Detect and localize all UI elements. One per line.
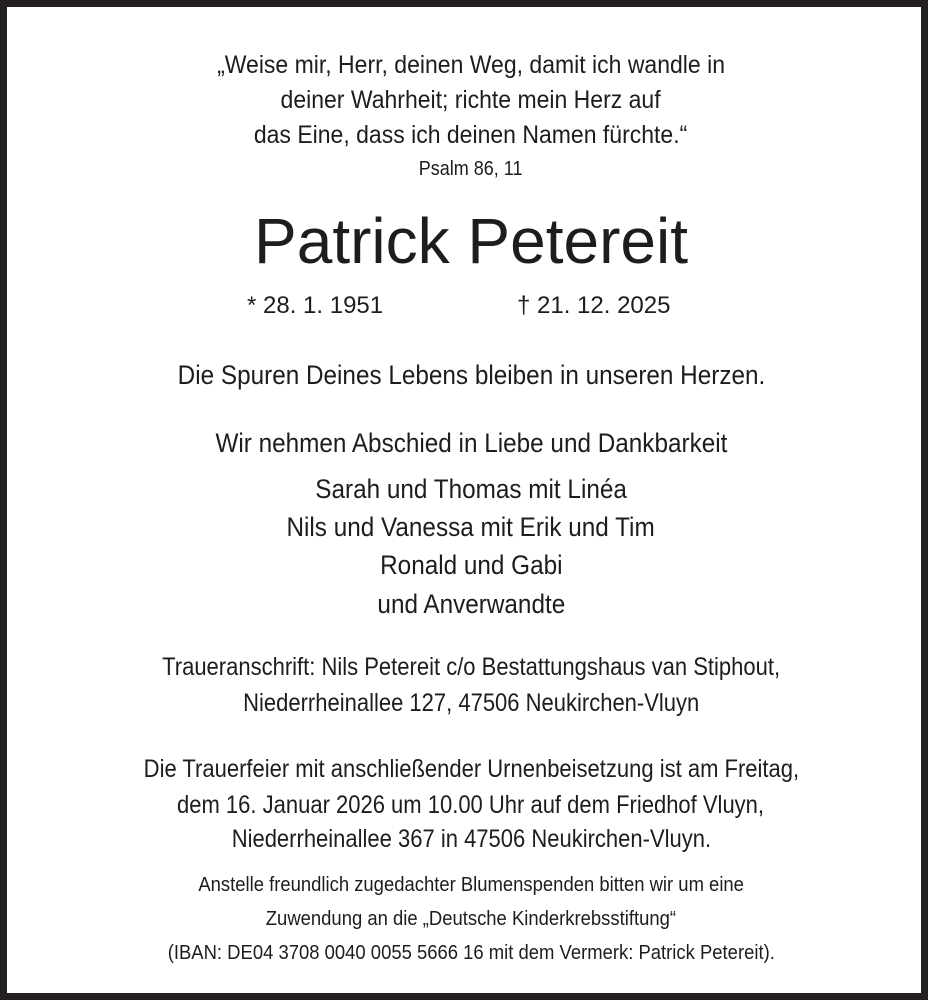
farewell-line: Wir nehmen Abschied in Liebe und Dankbarkeit bbox=[215, 428, 727, 458]
quote-line-1: „Weise mir, Herr, deinen Weg, damit ich wandle in bbox=[217, 51, 725, 79]
donation-line-2: Zuwendung an die „Deutsche Kinderkrebsstiftung“ bbox=[265, 907, 677, 930]
deceased-name: Patrick Petereit bbox=[254, 205, 688, 277]
ceremony-line-1: Die Trauerfeier mit anschließender Urnenbeisetzung ist am Freitag, bbox=[143, 755, 799, 783]
quote-source: Psalm 86, 11 bbox=[419, 158, 523, 180]
address-line-1: Traueranschrift: Nils Petereit c/o Bestattungshaus van Stiphout, bbox=[162, 653, 780, 681]
donation-line-3: (IBAN: DE04 3708 0040 0055 5666 16 mit dem Vermerk: Patrick Petereit). bbox=[167, 941, 775, 964]
ceremony-line-2: dem 16. Januar 2026 um 10.00 Uhr auf dem Friedhof Vluyn, bbox=[177, 791, 765, 819]
quote-line-2: deiner Wahrheit; richte mein Herz auf bbox=[280, 86, 662, 114]
donation-line-1: Anstelle freundlich zugedachter Blumenspenden bitten wir um eine bbox=[198, 873, 744, 896]
address-line-2: Niederrheinallee 127, 47506 Neukirchen-Vluyn bbox=[242, 689, 700, 717]
quote-line-3: das Eine, dass ich deinen Namen fürchte.“ bbox=[254, 121, 688, 149]
family-line-4: und Anverwandte bbox=[377, 589, 565, 619]
death-date: † 21. 12. 2025 bbox=[517, 292, 671, 319]
family-line-1: Sarah und Thomas mit Linéa bbox=[315, 474, 627, 504]
ceremony-line-3: Niederrheinallee 367 in 47506 Neukirchen-Vluyn. bbox=[231, 825, 711, 853]
family-line-3: Ronald und Gabi bbox=[379, 550, 563, 580]
birth-date: * 28. 1. 1951 bbox=[247, 292, 384, 319]
family-line-2: Nils und Vanessa mit Erik und Tim bbox=[286, 512, 656, 542]
motto: Die Spuren Deines Lebens bleiben in unseren Herzen. bbox=[177, 360, 765, 390]
